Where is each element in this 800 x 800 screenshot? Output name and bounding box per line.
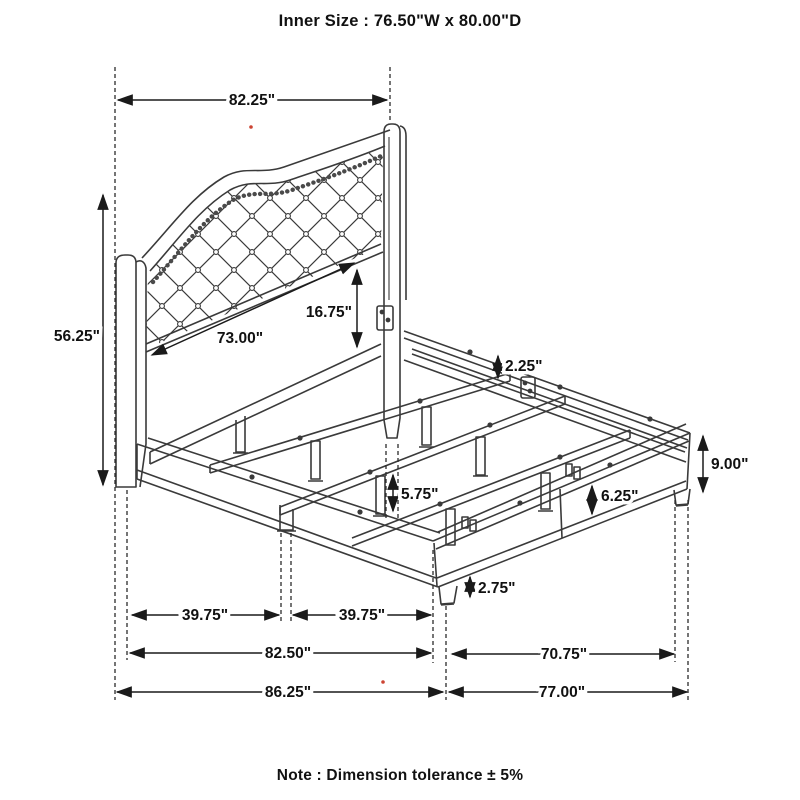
dimension-lines: [103, 100, 703, 692]
frame-right-side-rail: [404, 331, 690, 479]
label-headboard-inner-width: 73.00": [216, 330, 264, 347]
label-leg-span-foot: 39.75": [338, 607, 386, 624]
slat-support-legs: [308, 407, 553, 545]
frame-foot-rail: [433, 424, 690, 587]
bed-drawing: [116, 124, 690, 605]
headboard-left-wing: [116, 255, 136, 487]
label-overall-width: 77.00": [538, 684, 586, 701]
label-headboard-height: 56.25": [53, 328, 100, 345]
tolerance-note: Note : Dimension tolerance ± 5%: [276, 767, 524, 784]
label-foot-inner-span: 70.75": [540, 646, 588, 663]
label-frame-height: 9.00": [711, 456, 749, 473]
inner-size-title: Inner Size : 76.50"W x 80.00"D: [278, 12, 522, 30]
corner-legs: [439, 489, 690, 605]
label-side-rail-length: 82.50": [264, 645, 312, 662]
red-dot-artifact: [381, 680, 385, 684]
slat-support-cleat: [412, 349, 687, 452]
label-leg-span-head: 39.75": [181, 607, 229, 624]
frame-head-rail: [150, 344, 381, 464]
headboard-right-post: [384, 124, 400, 438]
dimension-labels: [54, 92, 749, 701]
label-overall-length: 86.25": [264, 684, 312, 701]
extension-lines: [115, 67, 688, 700]
label-headboard-width: 82.25": [228, 92, 276, 109]
label-panel-clearance: 16.75": [305, 304, 352, 321]
mattress-slats: [210, 373, 630, 546]
label-slat-clearance: 5.75": [401, 486, 439, 503]
diamond-tufting: [140, 145, 388, 355]
label-slat-thickness: 2.25": [505, 358, 543, 375]
label-leg-height: 2.75": [478, 580, 516, 597]
red-dot-artifact: [249, 125, 253, 129]
label-side-rail-height: 6.25": [601, 488, 639, 505]
center-support-leg: [277, 505, 296, 531]
